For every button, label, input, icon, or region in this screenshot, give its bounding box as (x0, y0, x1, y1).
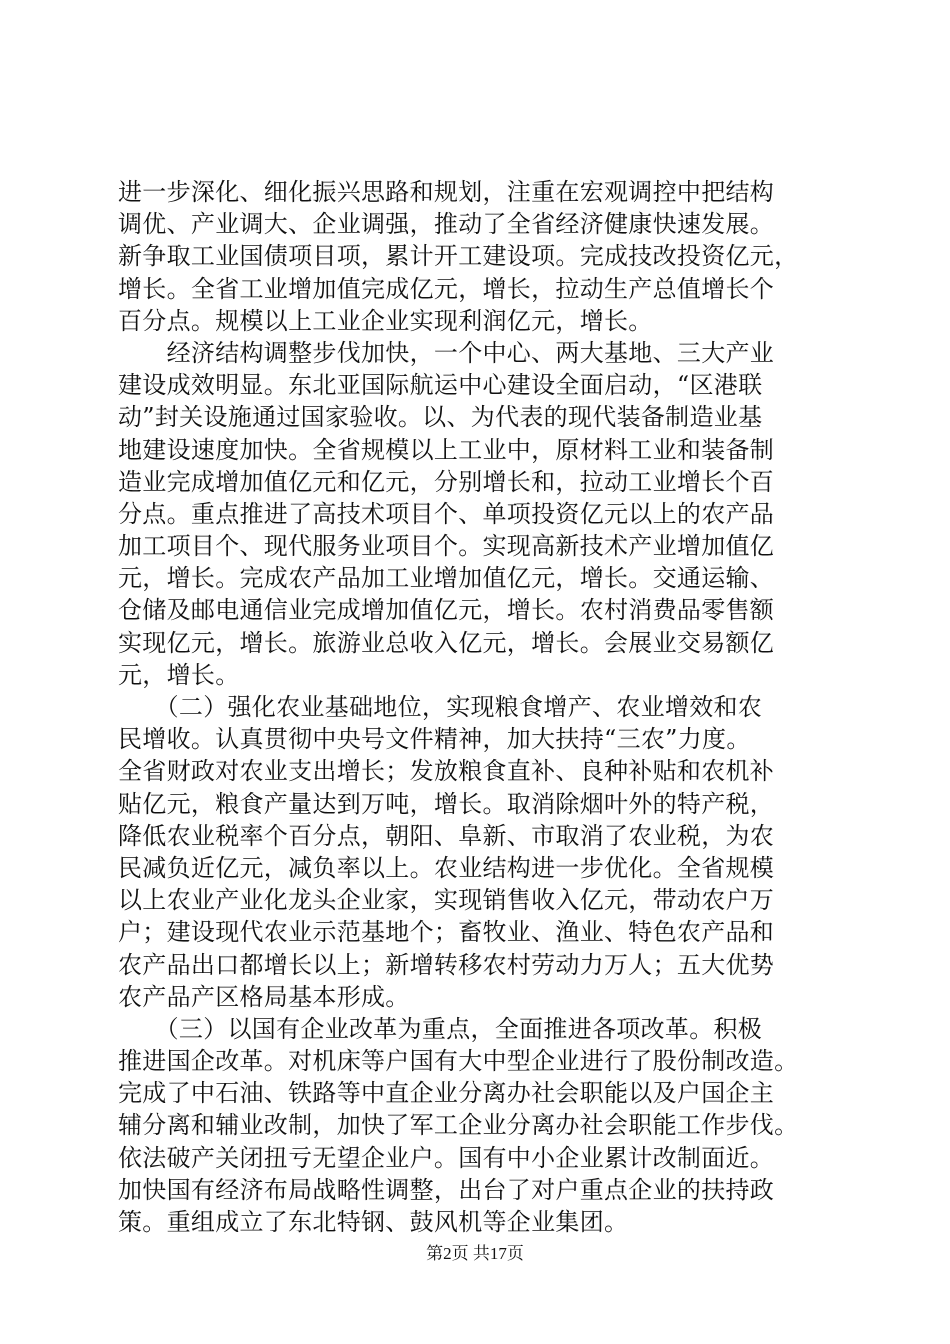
text-line: 民减负近亿元，减负率以上。农业结构进一步优化。全省规模 (118, 853, 775, 882)
text-line: 实现亿元，增长。旅游业总收入亿元，增长。会展业交易额亿 (118, 628, 775, 657)
text-line: 农产品产区格局基本形成。 (118, 982, 410, 1011)
text-line: 进一步深化、细化振兴思路和规划，注重在宏观调控中把结构 (118, 178, 775, 206)
text-line: 策。重组成立了东北特钢、鼓风机等企业集团。 (118, 1208, 629, 1236)
text-line: 新争取工业国债项目项，累计开工建设项。完成技改投资亿元， (118, 242, 799, 271)
text-line: 推进国企改革。对机床等户国有大中型企业进行了股份制改造。 (118, 1047, 799, 1076)
text-line: 建设成效明显。东北亚国际航运中心建设全面启动，“区港联 (118, 371, 763, 400)
body-text (118, 176, 833, 1238)
text-line: 农产品出口都增长以上；新增转移农村劳动力万人；五大优势 (118, 950, 775, 979)
text-line: 完成了中石油、铁路等中直企业分离办社会职能以及户国企主 (118, 1079, 775, 1108)
text-line: 动”封关设施通过国家验收。以、为代表的现代装备制造业基 (118, 403, 763, 432)
text-line: 贴亿元，粮食产量达到万吨，增长。取消除烟叶外的特产税， (118, 789, 775, 818)
text-line: 辅分离和辅业改制，加快了军工企业分离办社会职能工作步伐。 (118, 1111, 799, 1140)
text-line: 分点。重点推进了高技术项目个、单项投资亿元以上的农产品 (118, 499, 775, 528)
text-line: 降低农业税率个百分点，朝阳、阜新、市取消了农业税，为农 (118, 821, 775, 850)
text-line: 造业完成增加值亿元和亿元，分别增长和，拉动工业增长个百 (118, 467, 775, 496)
text-line: 加工项目个、现代服务业项目个。实现高新技术产业增加值亿 (118, 532, 775, 561)
text-line: 增长。全省工业增加值完成亿元，增长，拉动生产总值增长个 (118, 274, 775, 303)
page-footer: 第2页 共17页 (426, 1244, 524, 1263)
text-line: （二）强化农业基础地位，实现粮食增产、农业增效和农 (118, 693, 763, 721)
text-line: 仓储及邮电通信业完成增加值亿元，增长。农村消费品零售额 (118, 596, 775, 625)
text-line: 元，增长。 (118, 660, 240, 689)
text-line: 地建设速度加快。全省规模以上工业中，原材料工业和装备制 (118, 435, 775, 464)
text-line: 全省财政对农业支出增长；发放粮食直补、良种补贴和农机补 (118, 757, 775, 786)
text-line: 元，增长。完成农产品加工业增加值亿元，增长。交通运输、 (118, 564, 775, 593)
text-line: 以上农业产业化龙头企业家，实现销售收入亿元，带动农户万 (118, 886, 775, 915)
text-line: 调优、产业调大、企业调强，推动了全省经济健康快速发展。 (118, 210, 775, 239)
text-line: 民增收。认真贯彻中央号文件精神，加大扶持“三农”力度。 (118, 725, 751, 754)
text-line: （三）以国有企业改革为重点，全面推进各项改革。积极 (118, 1014, 763, 1043)
text-line: 经济结构调整步伐加快，一个中心、两大基地、三大产业 (118, 338, 775, 367)
text-line: 百分点。规模以上工业企业实现利润亿元，增长。 (118, 306, 653, 335)
text-line: 加快国有经济布局战略性调整，出台了对户重点企业的扶持政 (118, 1175, 775, 1204)
text-line: 依法破产关闭扭亏无望企业户。国有中小企业累计改制面近。 (118, 1143, 775, 1172)
text-line: 户；建设现代农业示范基地个；畜牧业、渔业、特色农产品和 (118, 918, 775, 947)
